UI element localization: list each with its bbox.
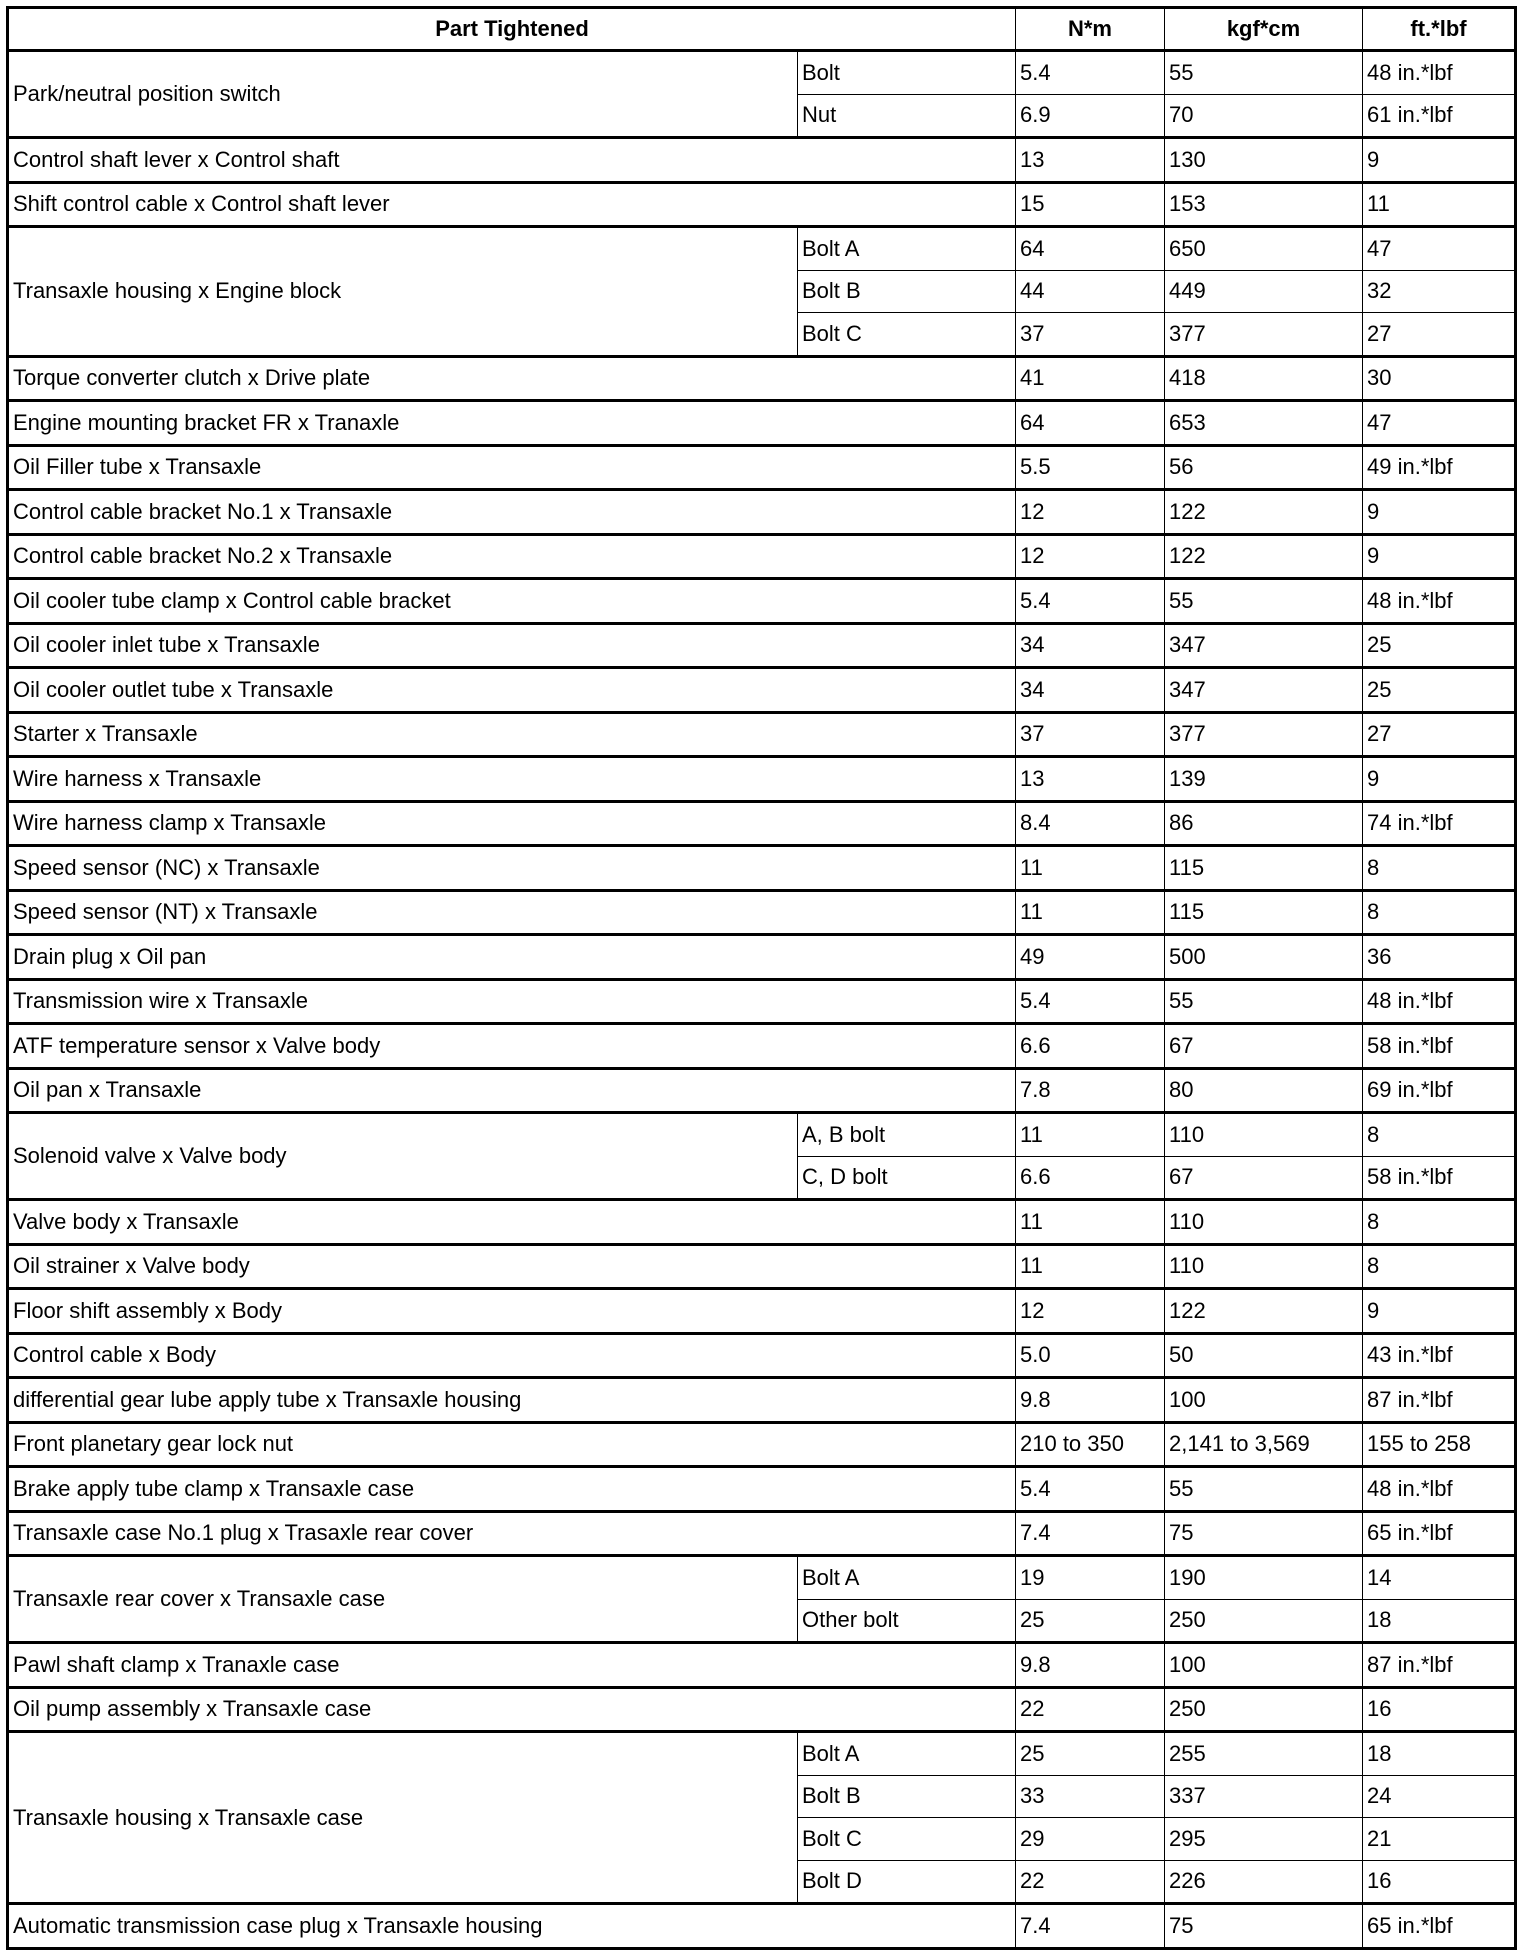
torque-nm: 37 (1016, 313, 1165, 357)
torque-ft-lbf: 65 in.*lbf (1363, 1511, 1516, 1556)
torque-nm: 12 (1016, 1289, 1165, 1334)
table-row (8, 1333, 1516, 1378)
torque-kgf-cm: 56 (1165, 445, 1363, 490)
torque-ft-lbf: 18 (1363, 1732, 1516, 1776)
table-row (8, 979, 1516, 1024)
part-name: Torque converter clutch x Drive plate (8, 356, 1016, 401)
torque-nm: 22 (1016, 1860, 1165, 1904)
table-row (8, 1511, 1516, 1556)
torque-kgf-cm: 110 (1165, 1244, 1363, 1289)
table-row (8, 1556, 1516, 1600)
torque-ft-lbf: 49 in.*lbf (1363, 445, 1516, 490)
part-name: Pawl shaft clamp x Tranaxle case (8, 1643, 1016, 1688)
torque-nm: 11 (1016, 846, 1165, 891)
part-name: ATF temperature sensor x Valve body (8, 1024, 1016, 1069)
torque-kgf-cm: 100 (1165, 1643, 1363, 1688)
part-name: Transaxle case No.1 plug x Trasaxle rear cover (8, 1511, 1016, 1556)
torque-nm: 44 (1016, 270, 1165, 313)
torque-nm: 6.6 (1016, 1024, 1165, 1069)
torque-nm: 8.4 (1016, 801, 1165, 846)
table-row (8, 935, 1516, 980)
table-row (8, 1732, 1516, 1776)
sub-part: Nut (798, 94, 1016, 138)
table-row (8, 668, 1516, 713)
torque-kgf-cm: 100 (1165, 1378, 1363, 1423)
torque-kgf-cm: 80 (1165, 1068, 1363, 1113)
torque-nm: 49 (1016, 935, 1165, 980)
torque-kgf-cm: 377 (1165, 313, 1363, 357)
torque-kgf-cm: 190 (1165, 1556, 1363, 1600)
torque-ft-lbf: 48 in.*lbf (1363, 1467, 1516, 1512)
torque-kgf-cm: 75 (1165, 1511, 1363, 1556)
torque-nm: 34 (1016, 623, 1165, 668)
sub-part: Bolt A (798, 227, 1016, 271)
torque-ft-lbf: 32 (1363, 270, 1516, 313)
table-row (8, 1378, 1516, 1423)
sub-part: Bolt A (798, 1556, 1016, 1600)
torque-kgf-cm: 115 (1165, 890, 1363, 935)
part-name: Wire harness x Transaxle (8, 757, 1016, 802)
part-name: Control cable bracket No.2 x Transaxle (8, 534, 1016, 579)
torque-kgf-cm: 250 (1165, 1599, 1363, 1643)
torque-ft-lbf: 48 in.*lbf (1363, 979, 1516, 1024)
torque-ft-lbf: 21 (1363, 1818, 1516, 1861)
table-row (8, 1024, 1516, 1069)
torque-nm: 6.9 (1016, 94, 1165, 138)
part-name: Transaxle housing x Transaxle case (8, 1732, 798, 1904)
table-row (8, 1687, 1516, 1732)
torque-ft-lbf: 65 in.*lbf (1363, 1904, 1516, 1949)
table-row (8, 623, 1516, 668)
torque-ft-lbf: 16 (1363, 1860, 1516, 1904)
torque-nm: 34 (1016, 668, 1165, 713)
torque-ft-lbf: 58 in.*lbf (1363, 1156, 1516, 1200)
table-row (8, 1467, 1516, 1512)
torque-kgf-cm: 110 (1165, 1113, 1363, 1157)
table-row (8, 401, 1516, 446)
torque-ft-lbf: 9 (1363, 1289, 1516, 1334)
torque-kgf-cm: 255 (1165, 1732, 1363, 1776)
table-body (8, 51, 1516, 1949)
part-name: Control cable bracket No.1 x Transaxle (8, 490, 1016, 535)
torque-ft-lbf: 8 (1363, 1244, 1516, 1289)
torque-nm: 64 (1016, 401, 1165, 446)
torque-kgf-cm: 122 (1165, 490, 1363, 535)
torque-ft-lbf: 43 in.*lbf (1363, 1333, 1516, 1378)
torque-nm: 12 (1016, 490, 1165, 535)
torque-kgf-cm: 2,141 to 3,569 (1165, 1422, 1363, 1467)
table-row (8, 51, 1516, 95)
table-row (8, 1068, 1516, 1113)
torque-nm: 37 (1016, 712, 1165, 757)
torque-nm: 19 (1016, 1556, 1165, 1600)
torque-kgf-cm: 449 (1165, 270, 1363, 313)
torque-kgf-cm: 653 (1165, 401, 1363, 446)
table-row (8, 534, 1516, 579)
torque-nm: 5.0 (1016, 1333, 1165, 1378)
sub-part: C, D bolt (798, 1156, 1016, 1200)
torque-ft-lbf: 8 (1363, 846, 1516, 891)
torque-ft-lbf: 47 (1363, 227, 1516, 271)
torque-nm: 9.8 (1016, 1643, 1165, 1688)
torque-ft-lbf: 87 in.*lbf (1363, 1378, 1516, 1423)
table-row (8, 757, 1516, 802)
part-name: Solenoid valve x Valve body (8, 1113, 798, 1200)
torque-nm: 5.4 (1016, 51, 1165, 95)
part-name: Transaxle housing x Engine block (8, 227, 798, 357)
part-name: Wire harness clamp x Transaxle (8, 801, 1016, 846)
torque-ft-lbf: 25 (1363, 623, 1516, 668)
torque-kgf-cm: 55 (1165, 51, 1363, 95)
part-name: Front planetary gear lock nut (8, 1422, 1016, 1467)
torque-ft-lbf: 14 (1363, 1556, 1516, 1600)
torque-ft-lbf: 8 (1363, 890, 1516, 935)
part-name: Transaxle rear cover x Transaxle case (8, 1556, 798, 1643)
torque-kgf-cm: 67 (1165, 1024, 1363, 1069)
part-name: Floor shift assembly x Body (8, 1289, 1016, 1334)
table-row (8, 712, 1516, 757)
torque-nm: 5.5 (1016, 445, 1165, 490)
part-name: Oil cooler tube clamp x Control cable bracket (8, 579, 1016, 624)
torque-kgf-cm: 55 (1165, 979, 1363, 1024)
part-name: Engine mounting bracket FR x Tranaxle (8, 401, 1016, 446)
torque-kgf-cm: 55 (1165, 1467, 1363, 1512)
torque-ft-lbf: 9 (1363, 757, 1516, 802)
header-nm: N*m (1016, 8, 1165, 51)
torque-nm: 5.4 (1016, 1467, 1165, 1512)
torque-ft-lbf: 27 (1363, 712, 1516, 757)
sub-part: Bolt C (798, 313, 1016, 357)
torque-spec-table (6, 6, 1517, 1950)
torque-ft-lbf: 9 (1363, 534, 1516, 579)
table-row (8, 1244, 1516, 1289)
part-name: Oil cooler outlet tube x Transaxle (8, 668, 1016, 713)
torque-nm: 5.4 (1016, 979, 1165, 1024)
torque-ft-lbf: 155 to 258 (1363, 1422, 1516, 1467)
torque-ft-lbf: 36 (1363, 935, 1516, 980)
part-name: Control shaft lever x Control shaft (8, 138, 1016, 183)
torque-ft-lbf: 16 (1363, 1687, 1516, 1732)
part-name: Valve body x Transaxle (8, 1200, 1016, 1245)
torque-kgf-cm: 55 (1165, 579, 1363, 624)
torque-ft-lbf: 48 in.*lbf (1363, 51, 1516, 95)
part-name: Speed sensor (NC) x Transaxle (8, 846, 1016, 891)
torque-nm: 12 (1016, 534, 1165, 579)
torque-ft-lbf: 18 (1363, 1599, 1516, 1643)
torque-nm: 210 to 350 (1016, 1422, 1165, 1467)
torque-ft-lbf: 25 (1363, 668, 1516, 713)
table-row (8, 1289, 1516, 1334)
torque-kgf-cm: 70 (1165, 94, 1363, 138)
torque-nm: 13 (1016, 757, 1165, 802)
torque-ft-lbf: 30 (1363, 356, 1516, 401)
torque-kgf-cm: 250 (1165, 1687, 1363, 1732)
torque-nm: 6.6 (1016, 1156, 1165, 1200)
torque-nm: 7.8 (1016, 1068, 1165, 1113)
torque-nm: 13 (1016, 138, 1165, 183)
torque-ft-lbf: 9 (1363, 138, 1516, 183)
torque-ft-lbf: 24 (1363, 1775, 1516, 1818)
part-name: Oil pan x Transaxle (8, 1068, 1016, 1113)
torque-ft-lbf: 8 (1363, 1113, 1516, 1157)
part-name: Drain plug x Oil pan (8, 935, 1016, 980)
header-part-tightened: Part Tightened (8, 8, 1016, 51)
part-name: Starter x Transaxle (8, 712, 1016, 757)
torque-nm: 25 (1016, 1732, 1165, 1776)
part-name: Automatic transmission case plug x Transaxle housing (8, 1904, 1016, 1949)
part-name: Brake apply tube clamp x Transaxle case (8, 1467, 1016, 1512)
torque-nm: 41 (1016, 356, 1165, 401)
torque-kgf-cm: 67 (1165, 1156, 1363, 1200)
torque-kgf-cm: 153 (1165, 182, 1363, 227)
table-row (8, 579, 1516, 624)
torque-nm: 64 (1016, 227, 1165, 271)
torque-kgf-cm: 130 (1165, 138, 1363, 183)
torque-kgf-cm: 75 (1165, 1904, 1363, 1949)
sub-part: Bolt D (798, 1860, 1016, 1904)
table-row (8, 1113, 1516, 1157)
torque-ft-lbf: 11 (1363, 182, 1516, 227)
torque-kgf-cm: 115 (1165, 846, 1363, 891)
torque-kgf-cm: 122 (1165, 534, 1363, 579)
torque-nm: 7.4 (1016, 1511, 1165, 1556)
torque-nm: 11 (1016, 890, 1165, 935)
torque-kgf-cm: 86 (1165, 801, 1363, 846)
table-row (8, 1643, 1516, 1688)
torque-ft-lbf: 8 (1363, 1200, 1516, 1245)
sub-part: Bolt (798, 51, 1016, 95)
torque-kgf-cm: 650 (1165, 227, 1363, 271)
torque-kgf-cm: 418 (1165, 356, 1363, 401)
sub-part: Other bolt (798, 1599, 1016, 1643)
part-name: Oil pump assembly x Transaxle case (8, 1687, 1016, 1732)
header-kgf-cm: kgf*cm (1165, 8, 1363, 51)
table-row (8, 846, 1516, 891)
part-name: Oil cooler inlet tube x Transaxle (8, 623, 1016, 668)
torque-nm: 33 (1016, 1775, 1165, 1818)
torque-ft-lbf: 87 in.*lbf (1363, 1643, 1516, 1688)
part-name: Park/neutral position switch (8, 51, 798, 138)
torque-kgf-cm: 347 (1165, 668, 1363, 713)
torque-nm: 5.4 (1016, 579, 1165, 624)
torque-ft-lbf: 69 in.*lbf (1363, 1068, 1516, 1113)
torque-nm: 11 (1016, 1244, 1165, 1289)
table-row (8, 1904, 1516, 1949)
torque-ft-lbf: 9 (1363, 490, 1516, 535)
torque-ft-lbf: 27 (1363, 313, 1516, 357)
part-name: Control cable x Body (8, 1333, 1016, 1378)
torque-kgf-cm: 295 (1165, 1818, 1363, 1861)
torque-ft-lbf: 61 in.*lbf (1363, 94, 1516, 138)
torque-nm: 9.8 (1016, 1378, 1165, 1423)
torque-nm: 11 (1016, 1113, 1165, 1157)
sub-part: Bolt B (798, 270, 1016, 313)
header-ft-lbf: ft.*lbf (1363, 8, 1516, 51)
table-row (8, 890, 1516, 935)
torque-kgf-cm: 50 (1165, 1333, 1363, 1378)
torque-kgf-cm: 500 (1165, 935, 1363, 980)
part-name: Speed sensor (NT) x Transaxle (8, 890, 1016, 935)
part-name: Transmission wire x Transaxle (8, 979, 1016, 1024)
torque-kgf-cm: 337 (1165, 1775, 1363, 1818)
torque-kgf-cm: 347 (1165, 623, 1363, 668)
part-name: Oil strainer x Valve body (8, 1244, 1016, 1289)
part-name: differential gear lube apply tube x Transaxle housing (8, 1378, 1016, 1423)
table-row (8, 356, 1516, 401)
table-row (8, 445, 1516, 490)
torque-ft-lbf: 74 in.*lbf (1363, 801, 1516, 846)
torque-nm: 29 (1016, 1818, 1165, 1861)
table-row (8, 227, 1516, 271)
torque-ft-lbf: 48 in.*lbf (1363, 579, 1516, 624)
sub-part: Bolt A (798, 1732, 1016, 1776)
sub-part: Bolt C (798, 1818, 1016, 1861)
table-row (8, 1422, 1516, 1467)
torque-nm: 22 (1016, 1687, 1165, 1732)
part-name: Shift control cable x Control shaft lever (8, 182, 1016, 227)
torque-kgf-cm: 226 (1165, 1860, 1363, 1904)
table-row (8, 182, 1516, 227)
sub-part: Bolt B (798, 1775, 1016, 1818)
part-name: Oil Filler tube x Transaxle (8, 445, 1016, 490)
torque-nm: 15 (1016, 182, 1165, 227)
table-row (8, 490, 1516, 535)
table-row (8, 1200, 1516, 1245)
torque-ft-lbf: 47 (1363, 401, 1516, 446)
header-row (8, 8, 1516, 51)
torque-kgf-cm: 377 (1165, 712, 1363, 757)
torque-kgf-cm: 122 (1165, 1289, 1363, 1334)
torque-nm: 7.4 (1016, 1904, 1165, 1949)
table-row (8, 801, 1516, 846)
torque-kgf-cm: 110 (1165, 1200, 1363, 1245)
torque-nm: 11 (1016, 1200, 1165, 1245)
table-row (8, 138, 1516, 183)
torque-nm: 25 (1016, 1599, 1165, 1643)
torque-ft-lbf: 58 in.*lbf (1363, 1024, 1516, 1069)
sub-part: A, B bolt (798, 1113, 1016, 1157)
torque-kgf-cm: 139 (1165, 757, 1363, 802)
